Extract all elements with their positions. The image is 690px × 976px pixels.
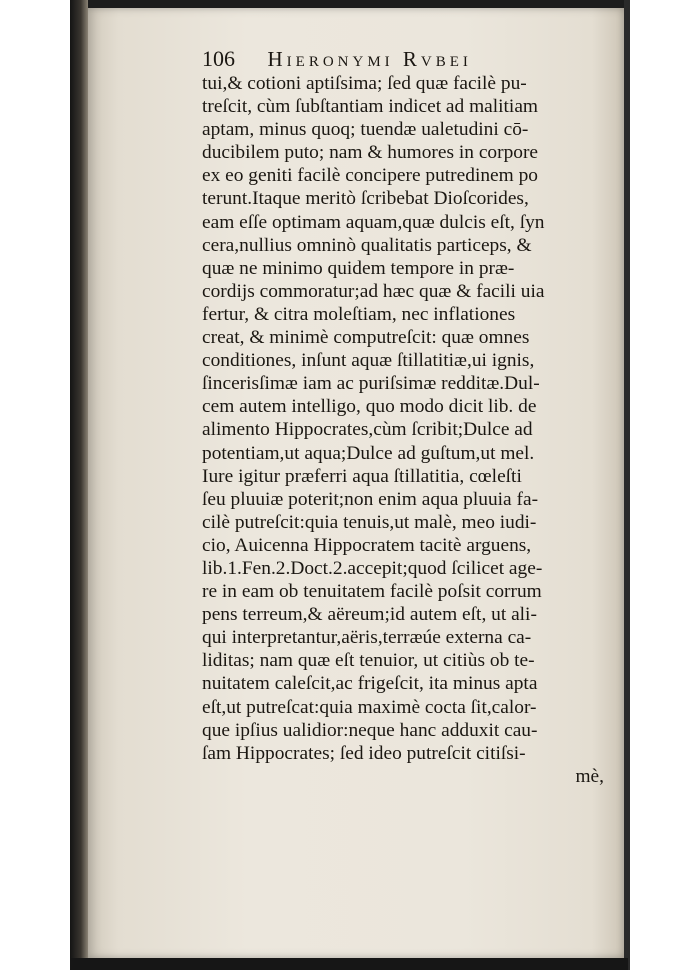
text-line: Iure igitur præferri aqua ſtillatitia, cœleſti [202, 465, 522, 487]
page-right-edge [624, 0, 630, 970]
page-bottom-edge [70, 958, 628, 970]
text-line: fertur, & citra moleſtiam, nec inflationes [202, 303, 516, 325]
text-line: lib.1.Fen.2.Doct.2.accepit;quod ſcilicet age- [202, 557, 543, 579]
running-head: Hieronymi Rvbei [267, 47, 472, 71]
text-line: nuitatem caleſcit,ac frigeſcit, ita minus apta [202, 673, 538, 695]
text-line: cordijs commoratur;ad hæc quæ & facili uia [202, 280, 545, 302]
text-line: tui,& cotioni aptiſsima; ſed quæ facilè pu- [202, 73, 527, 94]
text-line: terunt.Itaque meritò ſcribebat Dioſcorides, [202, 188, 529, 210]
text-line: ex eo geniti facilè concipere putredinem po [202, 165, 538, 187]
text-line: pens terreum,& aëreum;id autem eſt, ut ali- [202, 604, 537, 626]
text-line: ducibilem puto; nam & humores in corpore [202, 142, 539, 164]
text-line: cilè putreſcit:quia tenuis,ut malè, meo iudi- [202, 511, 537, 533]
body-text [202, 72, 606, 788]
text-line: eam eſſe optimam aquam,quæ dulcis eſt, ſyn [202, 211, 545, 233]
text-line: conditiones, inſunt aquæ ſtillatitiæ,ui ignis, [202, 350, 535, 372]
text-line: ſeu pluuiæ poterit;non enim aqua pluuia fa- [202, 488, 539, 510]
text-line: cem autem intelligo, quo modo dicit lib. de [202, 396, 537, 418]
text-line: cera,nullius omninò qualitatis particeps, & [202, 234, 532, 256]
text-line: ſam Hippocrates; ſed ideo putreſcit citiſsi- [202, 742, 526, 764]
text-line: ſincerisſimæ iam ac puriſsimæ redditæ.Dul- [202, 373, 540, 395]
text-line: creat, & minimè computreſcit: quæ omnes [202, 327, 530, 349]
text-line: potentiam,ut aqua;Dulce ad guſtum,ut mel. [202, 442, 535, 464]
page-number: 106 [202, 46, 235, 71]
text-line: quæ ne minimo quidem tempore in præ- [202, 257, 515, 279]
text-line: aptam, minus quoq; tuendæ ualetudini cō- [202, 119, 529, 141]
catchword: mè, [575, 765, 604, 787]
text-line: eſt,ut putreſcat:quia maximè cocta ſit,calor- [202, 696, 537, 718]
page-header [202, 44, 582, 74]
text-line: liditas; nam quæ eſt tenuior, ut citiùs ob te- [202, 650, 535, 672]
text-line: alimento Hippocrates,cùm ſcribit;Dulce ad [202, 419, 533, 441]
text-line: treſcit, cùm ſubſtantiam indicet ad malitiam [202, 96, 539, 118]
book-gutter [70, 0, 88, 970]
text-line: que ipſius ualidior:neque hanc adduxit cau- [202, 719, 538, 741]
text-line: cio, Auicenna Hippocratem tacitè arguens, [202, 534, 532, 556]
text-line: qui interpretantur,aëris,terræúe externa ca- [202, 627, 532, 649]
text-line: re in eam ob tenuitatem facilè poſsit corrum [202, 581, 542, 603]
